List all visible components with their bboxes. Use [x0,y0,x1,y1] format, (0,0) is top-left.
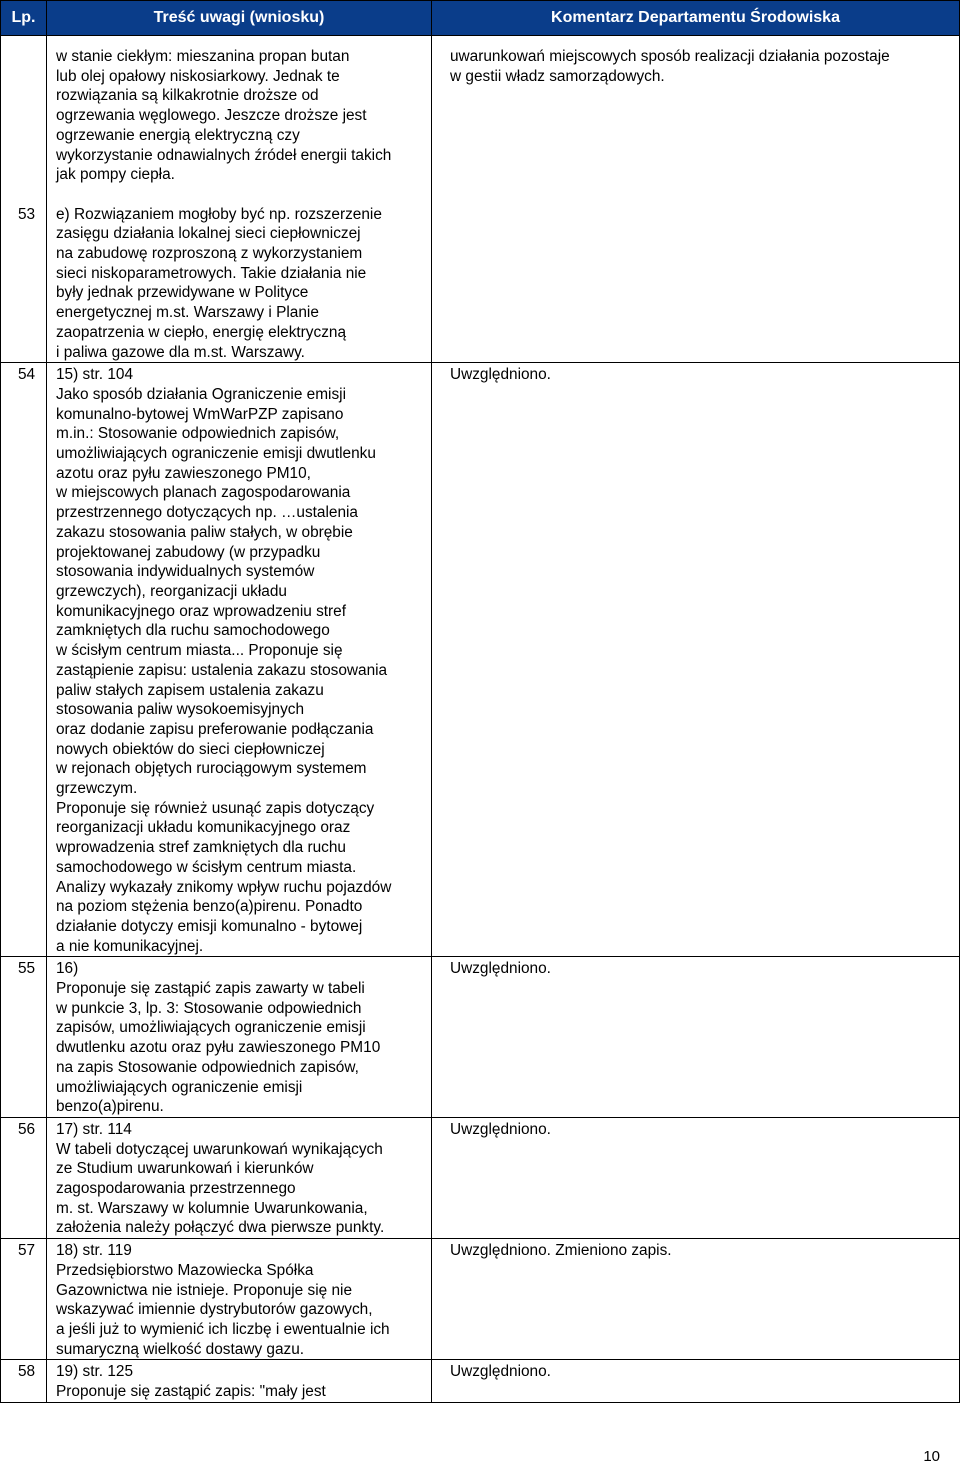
row-number-spacer [18,283,46,303]
remark-line: zasięgu działania lokalnej sieci ciepłowniczej [56,225,361,243]
row-number-cell [1,957,47,1118]
row-number-spacer [18,1320,46,1340]
row-number-spacer [18,47,46,67]
remark-line: były jednak przewidywane w Polityce [56,284,309,302]
row-number-spacer [18,1038,46,1058]
remark-line: grzewczym. [56,780,138,798]
row-number-spacer [18,1300,46,1320]
remark-line: grzewczych), reorganizacji układu [56,582,287,600]
remark-line: oraz dodanie zapisu preferowanie podłączania [56,720,374,738]
row-number-spacer [18,303,46,323]
remark-line: m.in.: Stosowanie odpowiednich zapisów, [56,425,340,443]
row-number-spacer [18,483,46,503]
row-number-spacer [18,1281,46,1301]
row-number-spacer [18,602,46,622]
remark-line: 18) str. 119 [56,1242,132,1260]
row-number-spacer [18,1382,46,1402]
remark-line: ogrzewania węglowego. Jeszcze droższe jest [56,107,367,125]
row-number-spacer [18,405,46,425]
comment-cell [432,1360,960,1402]
row-number-spacer [18,720,46,740]
row-number-spacer [18,917,46,937]
comment-cell [432,957,960,1118]
row-number-spacer [18,1218,46,1238]
comment-line: Uwzględniono. [450,960,551,978]
table-row [1,1239,960,1360]
row-number-spacer [18,582,46,602]
comment-cell [432,363,960,957]
remark-line: wykorzystanie odnawialnych źródeł energii takich [56,146,392,164]
remark-line: komunalno-bytowej WmWarPZP zapisano [56,405,344,423]
row-number-spacer [18,799,46,819]
row-number-spacer [18,146,46,166]
row-number-spacer [18,700,46,720]
row-number-spacer [18,543,46,563]
row-number-spacer [18,897,46,917]
row-number-cell [1,36,47,363]
remark-content-cell [47,1360,432,1402]
remark-line: reorganizacji układu komunikacyjnego oraz [56,819,351,837]
remark-line [56,185,427,205]
row-number-spacer [18,1179,46,1199]
comment-line: Uwzględniono. [450,1120,551,1138]
remark-line: Gazownictwa nie istnieje. Proponuje się nie [56,1281,353,1299]
row-number-spacer [18,979,46,999]
row-number-spacer [18,224,46,244]
row-number-spacer [18,67,46,87]
remark-line: stosowania indywidualnych systemów [56,563,315,581]
row-number-spacer [18,244,46,264]
header-number: Lp. [1,1,47,36]
comment-cell [432,1117,960,1238]
remark-line: e) Rozwiązaniem mogłoby być np. rozszerzenie [56,205,382,223]
remark-line: przestrzennego dotyczących np. …ustalenia [56,504,358,522]
row-number: 53 [18,205,36,223]
remark-line: lub olej opałowy niskosiarkowy. Jednak te [56,67,340,85]
table-row [1,363,960,957]
header-comment: Komentarz Departamentu Środowiska [432,1,960,36]
remark-line: dwutlenku azotu oraz pyłu zawieszonego PM10 [56,1039,381,1057]
remark-line: zapisów, umożliwiających ograniczenie emisji [56,1019,366,1037]
row-number-cell [1,1117,47,1238]
row-number-spacer [18,621,46,641]
row-number-spacer [18,858,46,878]
table-header [1,1,960,36]
remark-line: umożliwiających ograniczenie emisji [56,1078,303,1096]
row-number-spacer [18,165,46,185]
remark-line: na zabudowę rozproszoną z wykorzystaniem [56,245,363,263]
remark-line: Przedsiębiorstwo Mazowiecka Spółka [56,1261,314,1279]
table-row [1,36,960,363]
comment-cell [432,36,960,363]
remark-line: w ścisłym centrum miasta... Proponuje się [56,642,343,660]
remark-line: Proponuje się zastąpić zapis zawarty w tabeli [56,980,365,998]
remark-line: działanie dotyczy emisji komunalno - bytowej [56,917,363,935]
row-number-spacer [18,759,46,779]
row-number-spacer [18,999,46,1019]
row-number-spacer [18,385,46,405]
row-number-spacer [18,818,46,838]
remark-line: zakazu stosowania paliw stałych, w obrębie [56,523,353,541]
remark-line: 17) str. 114 [56,1120,132,1138]
remark-content-cell [47,1239,432,1360]
table-row [1,1117,960,1238]
remark-line: Proponuje się zastąpić zapis: "mały jest [56,1383,326,1401]
remark-line: zagospodarowania przestrzennego [56,1180,296,1198]
row-number-spacer [18,264,46,284]
row-number-spacer [18,1199,46,1219]
remark-line: azotu oraz pyłu zawieszonego PM10, [56,464,311,482]
remark-line: Proponuje się również usunąć zapis dotyczący [56,799,375,817]
row-number: 56 [18,1120,36,1138]
remark-line: na poziom stężenia benzo(a)pirenu. Ponadto [56,898,363,916]
row-number-spacer [18,681,46,701]
remark-line: założenia należy połączyć dwa pierwsze punkty. [56,1219,385,1237]
row-number: 57 [18,1242,36,1260]
row-number-spacer [18,86,46,106]
row-number: 55 [18,960,36,978]
remark-line: energetycznej m.st. Warszawy i Planie [56,304,319,322]
remark-line: sieci niskoparametrowych. Takie działania nie [56,264,367,282]
remark-line: samochodowego w ścisłym centrum miasta. [56,858,357,876]
row-number-spacer [18,1058,46,1078]
row-number-cell [1,363,47,957]
row-number-spacer [18,641,46,661]
remark-line: w stanie ciekłym: mieszanina propan butan [56,48,350,65]
remark-line: sumaryczną wielkość dostawy gazu. [56,1340,305,1358]
remark-line: komunikacyjnego oraz wprowadzeniu stref [56,602,347,620]
row-number-spacer [18,661,46,681]
remark-line: Jako sposób działania Ograniczenie emisji [56,385,347,403]
remark-line: stosowania paliw wysokoemisyjnych [56,701,305,719]
header-content: Treść uwagi (wniosku) [47,1,432,36]
remark-line: 16) [56,960,79,978]
remark-line: rozwiązania są kilkakrotnie droższe od [56,87,319,105]
remark-line: Analizy wykazały znikomy wpływ ruchu pojazdów [56,878,392,896]
row-number: 58 [18,1363,36,1381]
remark-line: w miejscowych planach zagospodarowania [56,484,351,502]
row-number-spacer [18,1159,46,1179]
comment-line: uwarunkowań miejscowych sposób realizacji działania pozostaje [450,48,890,65]
row-number-spacer [18,503,46,523]
row-number-spacer [18,126,46,146]
comment-cell [432,1239,960,1360]
row-number-spacer [18,1078,46,1098]
row-number-spacer [18,779,46,799]
remark-content-cell [47,36,432,363]
remark-line: 19) str. 125 [56,1363,133,1381]
remark-line: a jeśli już to wymienić ich liczbę i ewentualnie ich [56,1321,390,1338]
remark-line: W tabeli dotyczącej uwarunkowań wynikających [56,1140,383,1158]
row-number-spacer [18,838,46,858]
remark-line: 15) str. 104 [56,366,133,384]
row-number-spacer [18,523,46,543]
comment-line: Uwzględniono. [450,366,551,384]
row-number-spacer [18,185,46,205]
remark-line: projektowanej zabudowy (w przypadku [56,543,321,561]
remark-line: paliw stałych zapisem ustalenia zakazu [56,681,324,699]
remark-line: zastąpienie zapisu: ustalenia zakazu stosowania [56,661,388,679]
row-number-spacer [18,1340,46,1360]
row-number-spacer [18,1261,46,1281]
row-number-cell [1,1360,47,1402]
remark-line: i paliwa gazowe dla m.st. Warszawy. [56,343,305,361]
remark-content-cell [47,363,432,957]
remark-content-cell [47,957,432,1118]
remark-line: ogrzewanie energią elektryczną czy [56,126,300,144]
row-number: 54 [18,366,36,384]
remark-content-cell [47,1117,432,1238]
remark-line: nowych obiektów do sieci ciepłowniczej [56,740,325,758]
remark-line: wprowadzenia stref zamkniętych dla ruchu [56,839,346,857]
comment-line: w gestii władz samorządowych. [450,67,665,85]
row-number-spacer [18,878,46,898]
row-number-spacer [18,323,46,343]
row-number-spacer [18,343,46,363]
remark-line: zaopatrzenia w ciepło, energię elektryczną [56,323,347,341]
remark-line: benzo(a)pirenu. [56,1098,164,1116]
row-number-spacer [18,1140,46,1160]
row-number-spacer [18,937,46,957]
comment-line: Uwzględniono. Zmieniono zapis. [450,1242,672,1260]
remark-line: zamkniętych dla ruchu samochodowego [56,622,330,640]
remark-line: ze Studium uwarunkowań i kierunków [56,1160,314,1178]
row-number-spacer [18,464,46,484]
remark-line: w rejonach objętych rurociągowym systemem [56,760,367,778]
row-number-spacer [18,740,46,760]
row-number-spacer [18,1097,46,1117]
remark-line: umożliwiających ograniczenie emisji dwutlenku [56,445,376,463]
row-number-cell [1,1239,47,1360]
remark-line: wskazywać imiennie dystrybutorów gazowych, [56,1301,373,1319]
row-number-spacer [18,562,46,582]
table-row [1,1360,960,1402]
remark-line: w punkcie 3, lp. 3: Stosowanie odpowiednich [56,999,362,1017]
remark-line: m. st. Warszawy w kolumnie Uwarunkowania, [56,1199,368,1217]
row-number-spacer [18,444,46,464]
row-number-spacer [18,1018,46,1038]
page-number: 10 [923,1448,940,1465]
remark-line: a nie komunikacyjnej. [56,937,204,955]
row-number-spacer [18,106,46,126]
comment-line: Uwzględniono. [450,1363,551,1381]
table-row [1,957,960,1118]
remark-line: jak pompy ciepła. [56,166,175,184]
row-number-spacer [18,424,46,444]
remark-line: na zapis Stosowanie odpowiednich zapisów, [56,1058,359,1076]
